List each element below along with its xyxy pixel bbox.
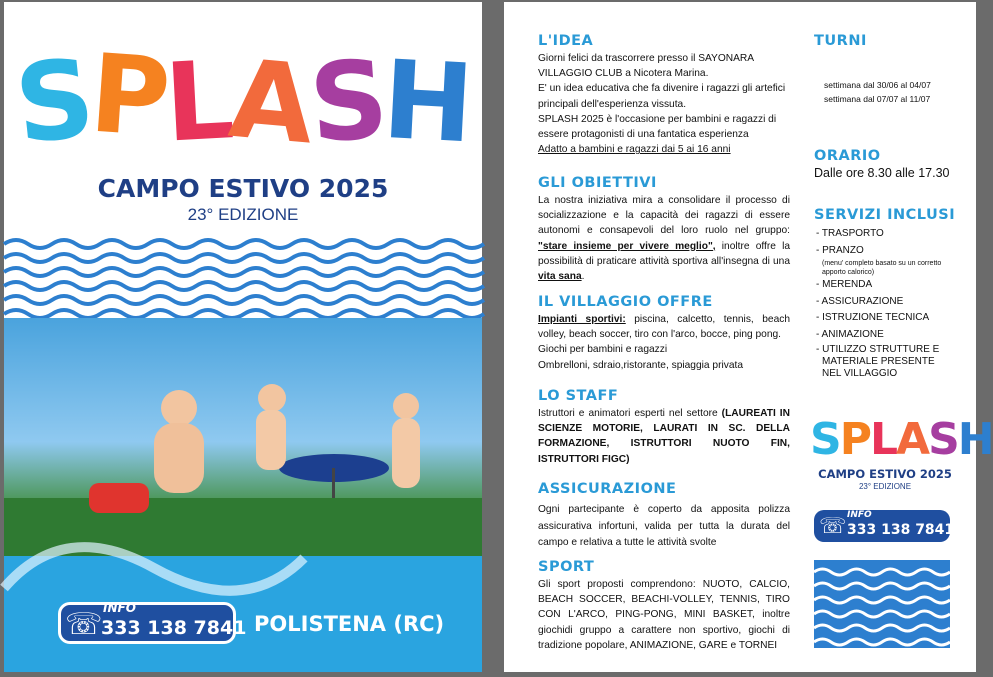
info-phone-box[interactable] [58,601,247,644]
idea-line: SPLASH 2025 è l'occasione per bambini e ragazzi di essere protagonisti di una fantatica esperienza [538,113,777,141]
logo-letter: H [957,414,993,465]
idea-line: E' un idea educativa che fa divenire i ragazzi gli artefici principali dell'esperienza vissuta. [538,83,786,110]
obiettivi-part: . [581,271,585,283]
sport-text: Gli sport proposti comprendono: NUOTO, CALCIO, BEACH SOCCER, BEACHI-VOLLEY, TENNIS, TIRO CON L'ARCO, PING-PONG, MINI BASKET, inoltre giochidi gruppo a carattere non sportivo, giochi di tradizione popolare, ANIMAZIONE, GARE e TORNEI [538,579,790,651]
logo-letter: A [896,414,929,465]
villaggio-line: Giochi per bambini e ragazzi [538,344,668,356]
city-label: POLISTENA (RC) [254,612,445,636]
servizio-item: - UTILIZZO STRUTTURE E [816,343,940,355]
servizio-item: - MERENDA [816,279,873,291]
pranzo-note: (menu' completo basato su un corretto apporto calorico) [822,260,942,277]
heading-orario: ORARIO [814,148,881,164]
splash-logo-small [810,414,993,465]
heading-idea: L'IDEA [538,33,594,49]
obiettivi-part: inoltre offre la possibilità di praticare attività sportiva all'insegna di una [538,240,790,267]
phone-number: 333 138 7841 [101,617,247,639]
logo-letter: S [810,414,840,465]
obiettivi-text [538,193,790,284]
heading-turni: TURNI [814,33,867,49]
back-title: CAMPO ESTIVO 2025 [818,467,952,481]
logo-letter: H [380,37,473,168]
obiettivi-vita-sana: vita sana [538,271,582,283]
turno-item: settimana dal 07/07 al 11/07 [824,94,931,104]
back-edition: 23° EDIZIONE [858,482,912,491]
obiettivi-motto: "stare insieme per vivere meglio", [538,240,716,252]
staff-qualifications: (LAUREATI IN SCIENZE MOTORIE, LAURATI IN SC. DELLA FORMAZIONE, ISTRUTTORI NUOTO FIN, ISTRUTTORI FIGC) [538,408,790,465]
logo-letter: L [869,414,896,465]
servizio-item: - TRASPORTO [816,228,884,239]
logo-letter: L [161,38,234,167]
logo-letter: S [9,36,97,169]
servizio-item: MATERIALE PRESENTE [822,355,935,367]
phone-icon: ☏ [819,513,847,538]
logo-letter: P [86,31,170,162]
servizio-item: - ASSICURAZIONE [816,295,904,307]
obiettivi-part: La nostra iniziativa mira a consolidare il processo di socializzazione e la capacità dei ragazzi di essere autonomi e consapevoli del loro ruolo nel gruppo: [538,195,790,237]
back-info-phone-box[interactable] [814,510,955,542]
servizi-list [816,226,966,380]
villaggio-text [538,312,790,373]
idea-line: Giorni felici da trascorrere presso il SAYONARA VILLAGGIO CLUB a Nicotera Marina. [538,53,754,80]
back-info-label: INFO [847,510,872,520]
turni-list [824,78,931,106]
servizio-item: NEL VILLAGGIO [822,367,898,379]
inside-page [504,2,993,672]
logo-letter: S [305,37,388,168]
splash-logo [4,31,482,169]
back-phone-number: 333 138 7841 [847,522,955,538]
wave-decoration [4,232,482,322]
logo-letter: A [224,36,315,169]
servizio-item: - PRANZO [816,244,864,256]
heading-assicurazione: ASSICURAZIONE [538,481,677,497]
villaggio-line: Ombrelloni, sdraio,ristorante, spiaggia privata [538,359,743,371]
heading-staff: LO STAFF [538,388,619,404]
logo-letter: S [928,414,958,465]
impianti-text: piscina, calcetto, tennis, beach volley, beach soccer, tiro con l'arco, bocce, ping pong. [538,314,791,341]
servizio-item: - ANIMAZIONE [816,328,884,340]
staff-part: Istruttori e animatori esperti nel settore [538,408,722,419]
idea-text [538,51,788,157]
cover-page [4,2,482,672]
servizio-item: - ISTRUZIONE TECNICA [816,312,930,324]
info-label: INFO [103,601,136,615]
heading-villaggio: IL VILLAGGIO OFFRE [538,294,713,310]
phone-icon: ☏ [65,608,103,641]
orario-text: Dalle ore 8.30 alle 17.30 [814,166,950,180]
turno-item: settimana dal 30/06 al 04/07 [824,80,931,90]
logo-letter: P [839,414,870,465]
heading-servizi: SERVIZI INCLUSI [814,207,956,223]
impianti-label: Impianti sportivi: [538,314,626,325]
wave-block [814,560,950,648]
heading-obiettivi: GLI OBIETTIVI [538,175,657,191]
assicurazione-text: Ogni partecipante è coperto da apposita polizza assicurativa infortuni, valida per tutta la durata del campo e relativa a tutte le attività svolte [538,504,790,548]
staff-text [538,406,790,467]
cover-title: CAMPO ESTIVO 2025 [97,174,389,203]
heading-sport: SPORT [538,559,595,575]
idea-age-range: Adatto a bambini e ragazzi dai 5 ai 16 anni [538,144,731,156]
cover-edition: 23° EDIZIONE [187,205,299,224]
